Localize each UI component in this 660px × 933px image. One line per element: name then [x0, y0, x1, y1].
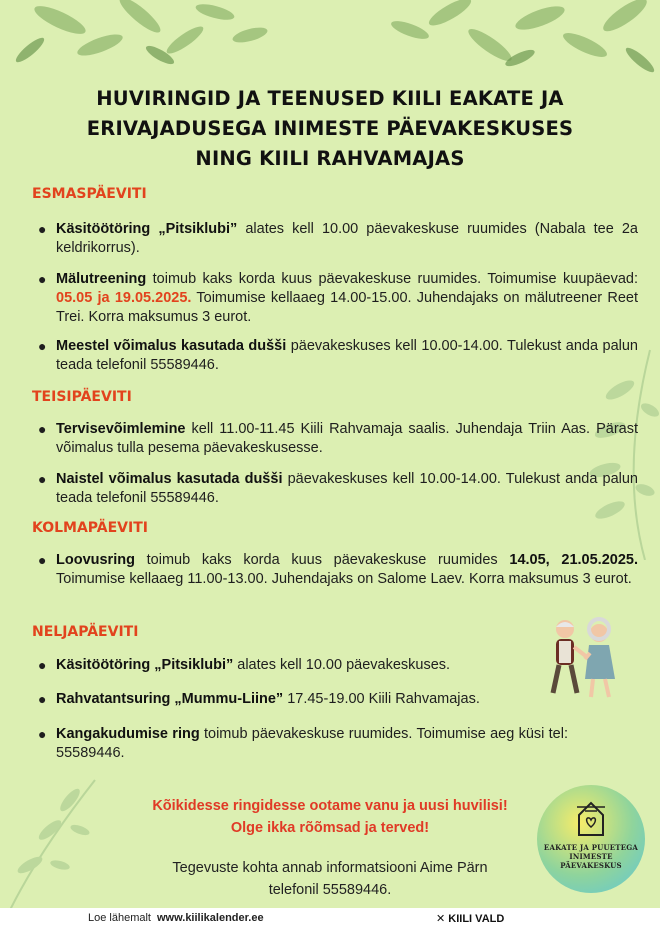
- bullet-icon: ●: [38, 271, 47, 287]
- list-item: ● Mälutreening toimub kaks korda kuus päevakeskuse ruumides. Toimumise kuupäevad: 05.05 ja 19.05.2025. Toimumise kellaaeg 14.00-15.00. Juhendajaks on mälutreener Reet Trei. Korra maksumus 3 eurot.: [38, 271, 638, 325]
- read-more: Loe lähemalt www.kiilikalender.ee: [88, 912, 264, 924]
- branch-decoration-icon: [0, 770, 110, 908]
- invitation-text: Kõikidesse ringidesse ootame vanu ja uusi huvilisi! Olge ikka rõõmsad ja terved!: [152, 798, 508, 836]
- kiili-vald-logo: ✕ KIILI VALD: [436, 913, 505, 925]
- list-item: ● Kangakudumise ring toimub päevakeskuse ruumides. Toimumise aeg küsi tel: 55589446.: [38, 726, 568, 761]
- day-heading-wednesday: KOLMAPÄEVITI: [32, 520, 148, 536]
- bullet-icon: ●: [38, 691, 47, 707]
- list-item: ● Meestel võimalus kasutada dušši päevakeskuses kell 10.00-14.00. Tulekust anda palun teada telefonil 55589446.: [38, 338, 638, 373]
- bullet-icon: ●: [38, 421, 47, 437]
- list-item: ● Naistel võimalus kasutada dušši päevakeskuses kell 10.00-14.00. Tulekust anda palun teada telefonil 55589446.: [38, 471, 638, 506]
- day-heading-thursday: NELJAPÄEVITI: [32, 624, 139, 640]
- bullet-icon: ●: [38, 338, 47, 354]
- day-heading-monday: ESMASPÄEVITI: [32, 186, 147, 202]
- day-center-logo: EAKATE JA PUUETEGA INIMESTE PÄEVAKESKUS: [537, 785, 645, 893]
- list-item: ● Rahvatantsuring „Mummu-Liine” 17.45-19.00 Kiili Rahvamajas.: [38, 691, 480, 707]
- list-item: ● Käsitöötöring „Pitsiklubi” alates kell 10.00 päevakeskuses.: [38, 657, 451, 673]
- list-item: ● Käsitöötöring „Pitsiklubi” alates kell 10.00 päevakeskuse ruumides (Nabala tee 2a keldrikorrus).: [38, 221, 638, 256]
- page-title: HUVIRINGID JA TEENUSED KIILI EAKATE JA ERIVAJADUSEGA INIMESTE PÄEVAKESKUSES NING KIILI RAHVAMAJAS: [86, 87, 574, 170]
- house-icon: [575, 799, 607, 839]
- website-link[interactable]: www.kiilikalender.ee: [157, 912, 264, 924]
- leaves-decoration-icon: [0, 0, 660, 80]
- bullet-icon: ●: [38, 552, 47, 568]
- bullet-icon: ●: [38, 726, 47, 742]
- list-item: ● Loovusring toimub kaks korda kuus päevakeskuse ruumides 14.05, 21.05.2025. Toimumise kellaaeg 11.00-13.00. Juhendajaks on Salome Laev. Korra maksumus 3 eurot.: [38, 552, 638, 587]
- bullet-icon: ●: [38, 221, 47, 237]
- contact-info: Tegevuste kohta annab informatsiooni Aime Pärn telefonil 55589446.: [172, 860, 488, 898]
- footer: [0, 908, 660, 933]
- list-item: ● Tervisevõimlemine kell 11.00-11.45 Kiili Rahvamaja saalis. Juhendaja Triin Aas. Pärast võimalus tulla pesema päevakeskusesse.: [38, 421, 638, 456]
- day-heading-tuesday: TEISIPÄEVITI: [32, 389, 132, 405]
- kiili-emblem-icon: ✕: [436, 913, 446, 925]
- dancing-couple-icon: [535, 615, 630, 705]
- bullet-icon: ●: [38, 471, 47, 487]
- bullet-icon: ●: [38, 657, 47, 673]
